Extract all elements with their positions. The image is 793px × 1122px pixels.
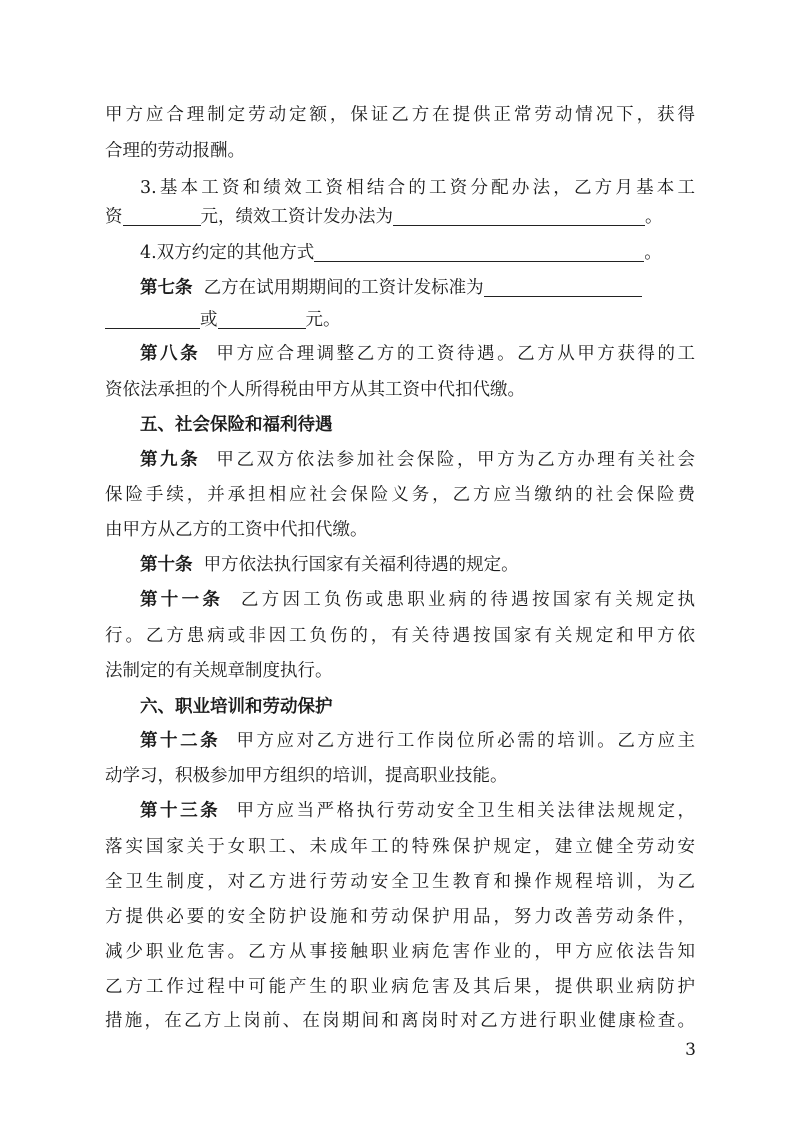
article-11 <box>140 582 695 618</box>
article-9 <box>140 442 695 478</box>
text-span: 3.基本工资和绩效工资相结合的工资分配办法，乙方月基本工 <box>140 178 695 198</box>
text-span: 甲方应合理制定劳动定额，保证乙方在提供正常劳动情况下，获得 <box>105 105 695 125</box>
text-line <box>105 512 695 548</box>
fill-blank-probation-wage-2[interactable] <box>105 306 200 329</box>
section-heading-5: 五、社会保险和福利待遇 <box>140 415 333 435</box>
text-line <box>105 97 695 133</box>
text-line <box>105 653 695 689</box>
text-span: 落实国家关于女职工、未成年工的特殊保护规定，建立健全劳动安 <box>105 837 695 857</box>
fill-blank-probation-wage[interactable] <box>484 274 642 297</box>
text-span: 甲方应合理调整乙方的工资待遇。乙方从甲方获得的工 <box>216 344 695 364</box>
text-line <box>105 899 695 935</box>
page-number: 3 <box>685 1040 696 1060</box>
text-span: 法制定的有关规章制度执行。 <box>105 661 333 681</box>
text-span: 资依法承担的个人所得税由甲方从其工资中代扣代缴。 <box>105 380 525 400</box>
text-span: 或 <box>200 310 218 330</box>
text-span: 甲乙双方依法参加社会保险，甲方为乙方办理有关社会 <box>216 450 695 470</box>
text-span: 元。 <box>305 310 341 330</box>
text-line <box>105 864 695 900</box>
fill-blank-other-method[interactable] <box>314 239 644 262</box>
text-line <box>105 372 695 408</box>
article-12 <box>140 723 695 759</box>
text-line <box>140 235 700 271</box>
article-heading: 第八条 <box>140 344 201 364</box>
article-heading: 第十二条 <box>140 731 221 751</box>
text-span: 减少职业危害。乙方从事接触职业病危害作业的，甲方应依法告知 <box>105 942 695 962</box>
article-7 <box>140 270 700 306</box>
article-10 <box>140 547 730 583</box>
text-span: 由甲方从乙方的工资中代扣代缴。 <box>105 520 368 540</box>
text-span: 措施，在乙方上岗前、在岗期间和离岗时对乙方进行职业健康检查。 <box>105 1011 695 1031</box>
text-span: 全卫生制度，对乙方进行劳动安全卫生教育和操作规程培训，为乙 <box>105 872 695 892</box>
article-heading: 第十一条 <box>140 590 224 610</box>
article-heading: 第九条 <box>140 450 201 470</box>
text-span: 元，绩效工资计发办法为 <box>200 207 393 227</box>
fill-blank-probation-amount[interactable] <box>218 306 306 329</box>
text-line <box>105 133 695 169</box>
section-heading-6: 六、职业培训和劳动保护 <box>140 697 333 717</box>
article-heading: 第十条 <box>140 555 193 575</box>
text-span: 。 <box>645 207 663 227</box>
text-span: 动学习，积极参加甲方组织的培训，提高职业技能。 <box>105 766 508 786</box>
text-line <box>105 934 695 970</box>
text-span: 甲方应对乙方进行工作岗位所必需的培训。乙方应主 <box>236 731 695 751</box>
text-span: 行。乙方患病或非因工负伤的，有关待遇按国家有关规定和甲方依 <box>105 626 695 646</box>
text-line <box>105 618 695 654</box>
text-line <box>105 302 695 338</box>
text-span: 乙方因工负伤或患职业病的待遇按国家有关规定执 <box>240 590 695 610</box>
text-line <box>105 969 695 1005</box>
text-line <box>105 199 695 235</box>
text-span: 资 <box>105 207 123 227</box>
article-13 <box>140 793 695 829</box>
text-line <box>105 758 695 794</box>
text-span: 乙方在试用期期间的工资计发标准为 <box>203 278 484 298</box>
text-span: 方提供必要的安全防护设施和劳动保护用品，努力改善劳动条件， <box>105 907 695 927</box>
text-span: 合理的劳动报酬。 <box>105 141 245 161</box>
text-line <box>105 1003 695 1039</box>
article-heading: 第十三条 <box>140 801 221 821</box>
fill-blank-performance-method[interactable] <box>393 203 645 226</box>
article-8 <box>140 336 695 372</box>
article-heading: 第七条 <box>140 278 193 298</box>
text-span: 4.双方约定的其他方式 <box>140 243 315 263</box>
text-line <box>105 477 695 513</box>
text-span: 甲方应当严格执行劳动安全卫生相关法律法规规定， <box>236 801 695 821</box>
text-span: 保险手续，并承担相应社会保险义务，乙方应当缴纳的社会保险费 <box>105 485 695 505</box>
fill-blank-base-salary[interactable] <box>123 203 201 226</box>
text-span: 乙方工作过程中可能产生的职业病危害及其后果，提供职业病防护 <box>105 977 695 997</box>
text-span: 。 <box>644 243 662 263</box>
text-span: 甲方依法执行国家有关福利待遇的规定。 <box>203 555 519 575</box>
text-line <box>105 829 695 865</box>
